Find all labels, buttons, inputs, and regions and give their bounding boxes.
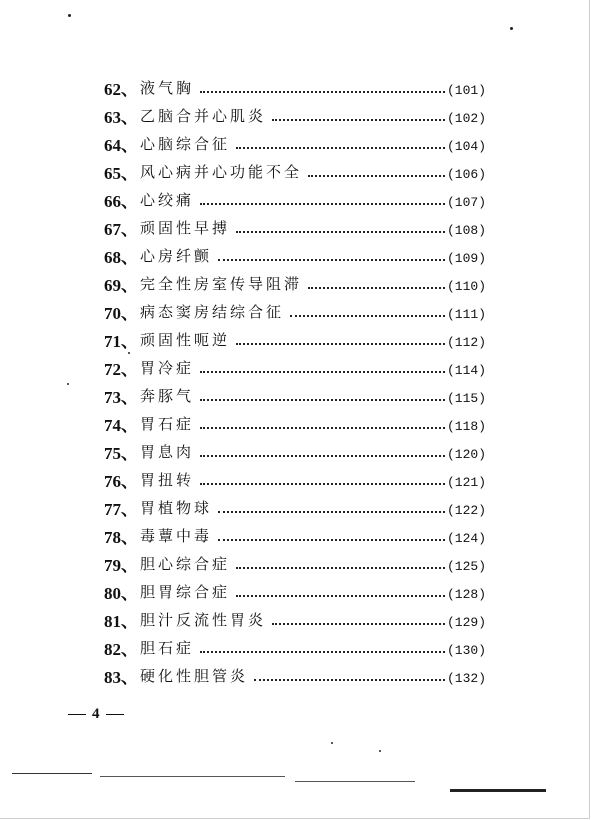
entry-page-ref: (125) (446, 558, 486, 574)
entry-number: 83、 (104, 667, 138, 687)
entry-number: 68、 (104, 247, 138, 267)
entry-number: 80、 (104, 583, 138, 603)
entry-number: 66、 (104, 191, 138, 211)
dot-leader (200, 370, 445, 373)
entry-page-ref: (106) (446, 166, 486, 182)
entry-title: 奔豚气 (140, 386, 195, 405)
entry-title: 胆心综合症 (140, 554, 231, 573)
entry-page-ref: (128) (446, 586, 486, 602)
toc-entry (104, 410, 486, 436)
entry-page-ref: (101) (446, 82, 486, 98)
entry-number: 78、 (104, 527, 138, 547)
toc-entry (104, 130, 486, 156)
entry-title: 液气胸 (140, 78, 195, 97)
scan-speck (67, 383, 69, 385)
entry-title: 风心病并心功能不全 (140, 162, 303, 181)
entry-page-ref: (104) (446, 138, 486, 154)
toc-entry (104, 578, 486, 604)
entry-number: 71、 (104, 331, 138, 351)
toc-entry (104, 326, 486, 352)
toc-entry (104, 242, 486, 268)
entry-page-ref: (118) (446, 418, 486, 434)
entry-number: 74、 (104, 415, 138, 435)
entry-number: 65、 (104, 163, 138, 183)
toc-entry (104, 466, 486, 492)
dot-leader (236, 594, 445, 597)
entry-number: 75、 (104, 443, 138, 463)
toc-entry (104, 354, 486, 380)
dot-leader (290, 314, 445, 317)
entry-number: 76、 (104, 471, 138, 491)
scan-speck (331, 742, 333, 744)
toc-entry (104, 438, 486, 464)
toc-entry (104, 662, 486, 688)
entry-title: 乙脑合并心肌炎 (140, 106, 267, 125)
toc-entry (104, 214, 486, 240)
entry-number: 73、 (104, 387, 138, 407)
dot-leader (200, 454, 445, 457)
dot-leader (218, 258, 445, 261)
dot-leader (236, 146, 445, 149)
dot-leader (272, 118, 445, 121)
entry-number: 63、 (104, 107, 138, 127)
page-number: 4 (92, 706, 100, 722)
entry-title: 心脑综合征 (140, 134, 231, 153)
entry-page-ref: (108) (446, 222, 486, 238)
entry-title: 毒蕈中毒 (140, 526, 213, 545)
dot-leader (236, 342, 445, 345)
entry-page-ref: (107) (446, 194, 486, 210)
scan-line (12, 773, 92, 774)
entry-number: 77、 (104, 499, 138, 519)
entry-page-ref: (122) (446, 502, 486, 518)
entry-title: 完全性房室传导阻滞 (140, 274, 303, 293)
entry-title: 顽固性呃逆 (140, 330, 231, 349)
entry-title: 胆石症 (140, 638, 195, 657)
toc-entry (104, 606, 486, 632)
toc-entry (104, 382, 486, 408)
entry-page-ref: (130) (446, 642, 486, 658)
toc-entry (104, 494, 486, 520)
scan-speck (68, 14, 71, 17)
dot-leader (200, 202, 445, 205)
folio-dash-left (68, 714, 86, 715)
dot-leader (272, 622, 445, 625)
dot-leader (200, 90, 445, 93)
toc-entry (104, 74, 486, 100)
entry-number: 69、 (104, 275, 138, 295)
entry-page-ref: (110) (446, 278, 486, 294)
entry-number: 82、 (104, 639, 138, 659)
dot-leader (218, 510, 445, 513)
entry-title: 顽固性早搏 (140, 218, 231, 237)
scan-speck (128, 352, 130, 354)
scan-line (295, 781, 415, 782)
toc-entry (104, 298, 486, 324)
entry-title: 胃植物球 (140, 498, 213, 517)
entry-page-ref: (129) (446, 614, 486, 630)
scan-speck (510, 27, 513, 30)
entry-number: 62、 (104, 79, 138, 99)
dot-leader (200, 426, 445, 429)
entry-page-ref: (111) (446, 306, 486, 322)
entry-number: 79、 (104, 555, 138, 575)
toc-entry (104, 186, 486, 212)
entry-number: 72、 (104, 359, 138, 379)
dot-leader (236, 566, 445, 569)
toc-entry (104, 102, 486, 128)
entry-number: 70、 (104, 303, 138, 323)
dot-leader (308, 286, 445, 289)
toc-entry (104, 158, 486, 184)
page-number-footer (62, 706, 130, 723)
entry-page-ref: (115) (446, 390, 486, 406)
entry-title: 心绞痛 (140, 190, 195, 209)
entry-title: 病态窦房结综合征 (140, 302, 285, 321)
entry-page-ref: (132) (446, 670, 486, 686)
scan-speck (379, 750, 381, 752)
dot-leader (308, 174, 445, 177)
entry-title: 胆胃综合症 (140, 582, 231, 601)
entry-page-ref: (124) (446, 530, 486, 546)
dot-leader (200, 398, 445, 401)
dot-leader (200, 482, 445, 485)
dot-leader (236, 230, 445, 233)
entry-page-ref: (109) (446, 250, 486, 266)
dot-leader (200, 650, 445, 653)
entry-title: 胃冷症 (140, 358, 195, 377)
entry-number: 67、 (104, 219, 138, 239)
entry-title: 胃石症 (140, 414, 195, 433)
scan-line (100, 776, 285, 777)
entry-page-ref: (121) (446, 474, 486, 490)
toc-entry (104, 522, 486, 548)
entry-title: 胃扭转 (140, 470, 195, 489)
entry-title: 硬化性胆管炎 (140, 666, 249, 685)
scan-line (450, 789, 546, 792)
entry-number: 81、 (104, 611, 138, 631)
dot-leader (218, 538, 445, 541)
folio-dash-right (106, 714, 124, 715)
toc-entry (104, 270, 486, 296)
dot-leader (254, 678, 445, 681)
entry-number: 64、 (104, 135, 138, 155)
toc-entry (104, 634, 486, 660)
toc-entry (104, 550, 486, 576)
entry-page-ref: (120) (446, 446, 486, 462)
entry-title: 胃息肉 (140, 442, 195, 461)
entry-title: 心房纤颤 (140, 246, 213, 265)
entry-page-ref: (112) (446, 334, 486, 350)
entry-page-ref: (102) (446, 110, 486, 126)
entry-page-ref: (114) (446, 362, 486, 378)
entry-title: 胆汁反流性胃炎 (140, 610, 267, 629)
